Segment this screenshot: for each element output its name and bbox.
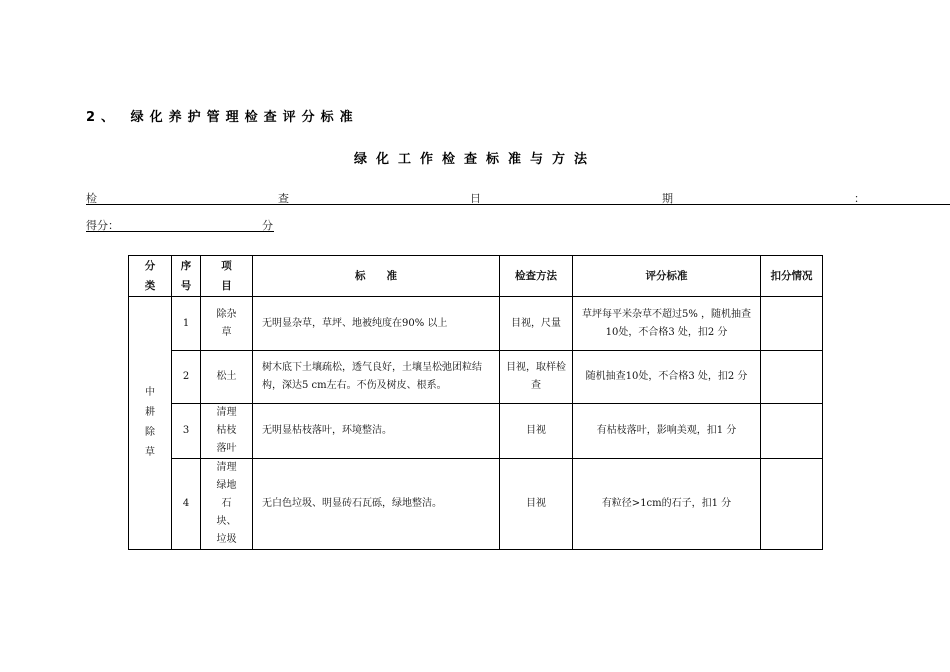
document-title: 绿化工作检查标准与方法: [353, 152, 596, 167]
table-row: [129, 404, 823, 459]
deduction-cell: [761, 404, 823, 459]
seq-cell: 2: [172, 351, 201, 404]
header-method: 检查方法: [500, 256, 573, 297]
deduction-cell: [761, 297, 823, 351]
seq-cell: 3: [172, 404, 201, 459]
table-row: [129, 459, 823, 550]
standard-cell: 无白色垃圾、明显砖石瓦砾，绿地整洁。: [253, 459, 500, 550]
date-label-char: 检: [86, 192, 97, 205]
seq-cell: 4: [172, 459, 201, 550]
date-label-char: 期: [662, 192, 673, 205]
scoring-cell: 随机抽查10处，不合格3 处，扣2 分: [573, 351, 761, 404]
method-cell: 目视: [500, 404, 573, 459]
deduction-cell: [761, 459, 823, 550]
inspection-date-line: [86, 190, 950, 205]
date-label-char: 查: [278, 192, 289, 205]
table-row: [129, 351, 823, 404]
item-cell: 清理绿地石块、垃圾: [201, 459, 253, 550]
header-item: 项目: [201, 256, 253, 297]
standard-cell: 树木底下土壤疏松，透气良好，土壤呈松弛团粒结构，深达5 cm左右。不伤及树皮、根系。: [253, 351, 500, 404]
category-cell: 中耕除草: [129, 297, 172, 550]
scoring-cell: 有粒径>1cm的石子，扣1 分: [573, 459, 761, 550]
table-row: [129, 297, 823, 351]
seq-cell: 1: [172, 297, 201, 351]
table-header-row: [129, 256, 823, 297]
score-line: [86, 217, 274, 232]
scoring-cell: 有枯枝落叶，影响美观，扣1 分: [573, 404, 761, 459]
item-cell: 除杂草: [201, 297, 253, 351]
method-cell: 目视，取样检查: [500, 351, 573, 404]
date-label-char: ：: [854, 192, 865, 205]
scoring-cell: 草坪每平米杂草不超过5% ，随机抽查10处，不合格3 处，扣2 分: [573, 297, 761, 351]
header-standard: 标 准: [253, 256, 500, 297]
header-scoring: 评分标准: [573, 256, 761, 297]
date-label-char: 日: [470, 192, 481, 205]
standard-cell: 无明显枯枝落叶，环境整洁。: [253, 404, 500, 459]
section-heading: 2、 绿化养护管理检查评分标准: [86, 110, 359, 125]
header-category: 分类: [129, 256, 172, 297]
deduction-cell: [761, 351, 823, 404]
header-seq: 序号: [172, 256, 201, 297]
standard-cell: 无明显杂草，草坪、地被纯度在90% 以上: [253, 297, 500, 351]
header-deduction: 扣分情况: [761, 256, 823, 297]
item-cell: 清理枯枝落叶: [201, 404, 253, 459]
inspection-standards-table: [128, 255, 823, 550]
method-cell: 目视，尺量: [500, 297, 573, 351]
method-cell: 目视: [500, 459, 573, 550]
score-label: 得分：: [86, 219, 119, 232]
score-unit: 分: [262, 219, 273, 232]
item-cell: 松土: [201, 351, 253, 404]
